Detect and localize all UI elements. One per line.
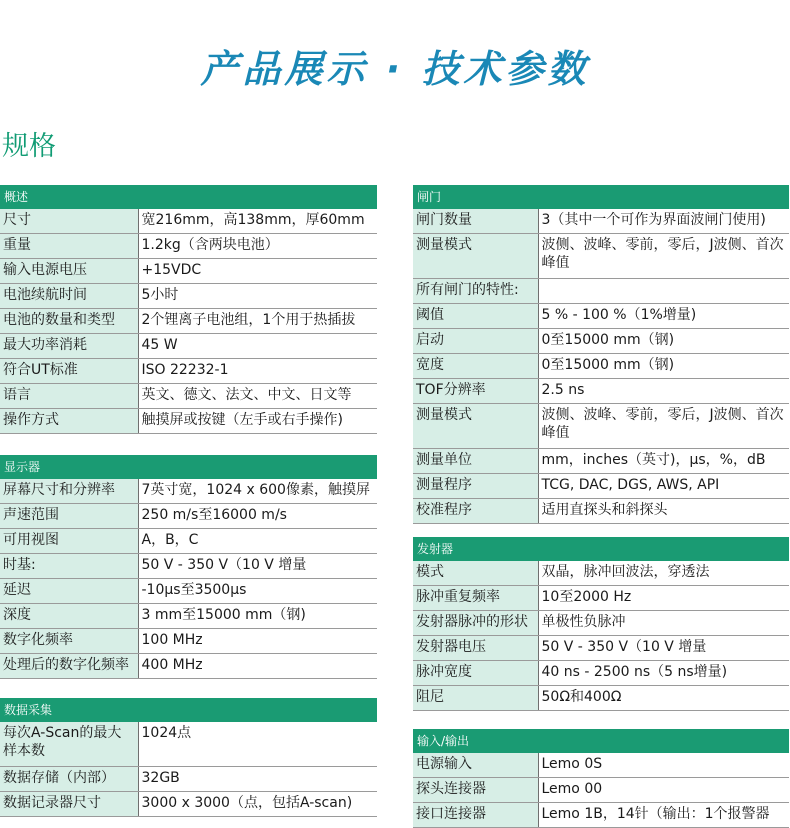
spec-key: 接口连接器 xyxy=(413,803,538,828)
spec-key: 数据记录器尺寸 xyxy=(0,792,138,817)
spec-value: 宽216mm，高138mm，厚60mm xyxy=(138,209,377,234)
spec-key: 测量单位 xyxy=(413,449,538,474)
spec-key: 数字化频率 xyxy=(0,629,138,654)
spec-key: 测量程序 xyxy=(413,474,538,499)
spec-key: 探头连接器 xyxy=(413,778,538,803)
spec-value: 1.2kg（含两块电池） xyxy=(138,234,377,259)
spec-value: 10至2000 Hz xyxy=(538,586,789,611)
spec-value: 双晶，脉冲回波法，穿透法 xyxy=(538,561,789,586)
spec-value: 1024点 xyxy=(138,722,377,767)
spec-key: 深度 xyxy=(0,604,138,629)
spec-value: 波侧、波峰、零前，零后，J波侧、首次峰值 xyxy=(538,404,789,449)
spec-value: 0至15000 mm（钢) xyxy=(538,354,789,379)
spec-key: 发射器脉冲的形状 xyxy=(413,611,538,636)
spec-key: 脉冲宽度 xyxy=(413,661,538,686)
spec-value: +15VDC xyxy=(138,259,377,284)
spec-value: 100 MHz xyxy=(138,629,377,654)
spec-value: 5 % - 100 %（1%增量) xyxy=(538,304,789,329)
spec-value: mm，inches（英寸)，µs，%，dB xyxy=(538,449,789,474)
spec-value: 适用直探头和斜探头 xyxy=(538,499,789,524)
spec-heading: 规格 xyxy=(2,131,56,162)
spec-value: Lemo 0S xyxy=(538,753,789,778)
spec-key: 符合UT标准 xyxy=(0,359,138,384)
spec-value: 3 mm至15000 mm（钢) xyxy=(138,604,377,629)
spec-key: 输入电源电压 xyxy=(0,259,138,284)
section-header: 数据采集 xyxy=(0,698,377,722)
spec-key: 发射器电压 xyxy=(413,636,538,661)
spec-key: 可用视图 xyxy=(0,529,138,554)
section-header: 输入/输出 xyxy=(413,729,789,753)
acquisition-table xyxy=(0,698,377,817)
spec-value: TCG, DAC, DGS, AWS, API xyxy=(538,474,789,499)
spec-key: 屏幕尺寸和分辨率 xyxy=(0,479,138,504)
spec-value: 波侧、波峰、零前，零后，J波侧、首次峰值 xyxy=(538,234,789,279)
display-table xyxy=(0,455,377,679)
spec-value: 45 W xyxy=(138,334,377,359)
spec-key: 处理后的数字化频率 xyxy=(0,654,138,679)
spec-key: 电池的数量和类型 xyxy=(0,309,138,334)
spec-key: 数据存储（内部） xyxy=(0,767,138,792)
spec-value: 50Ω和400Ω xyxy=(538,686,789,711)
spec-value: 250 m/s至16000 m/s xyxy=(138,504,377,529)
spec-key: 测量模式 xyxy=(413,404,538,449)
spec-value: 32GB xyxy=(138,767,377,792)
page-title: 产品展示 · 技术参数 xyxy=(200,47,590,91)
spec-key: 阈值 xyxy=(413,304,538,329)
spec-key: 时基: xyxy=(0,554,138,579)
spec-key: 电源输入 xyxy=(413,753,538,778)
spec-key: 尺寸 xyxy=(0,209,138,234)
spec-value: 3（其中一个可作为界面波闸门使用) xyxy=(538,209,789,234)
section-header: 发射器 xyxy=(413,537,789,561)
spec-key: 声速范围 xyxy=(0,504,138,529)
spec-value: 2.5 ns xyxy=(538,379,789,404)
spec-key: 所有闸门的特性: xyxy=(413,279,538,304)
spec-key: 宽度 xyxy=(413,354,538,379)
spec-key: 语言 xyxy=(0,384,138,409)
spec-value: 50 V - 350 V（10 V 增量 xyxy=(538,636,789,661)
spec-key: 脉冲重复频率 xyxy=(413,586,538,611)
spec-value: 7英寸宽，1024 x 600像素，触摸屏 xyxy=(138,479,377,504)
spec-key: 操作方式 xyxy=(0,409,138,434)
io-table xyxy=(413,729,789,828)
spec-key: 阻尼 xyxy=(413,686,538,711)
spec-value: A，B，C xyxy=(138,529,377,554)
spec-key: 校准程序 xyxy=(413,499,538,524)
spec-value xyxy=(538,279,789,304)
section-header: 闸门 xyxy=(413,185,789,209)
spec-value: 40 ns - 2500 ns（5 ns增量) xyxy=(538,661,789,686)
spec-value: 5小时 xyxy=(138,284,377,309)
overview-table xyxy=(0,185,377,434)
spec-value: 触摸屏或按键（左手或右手操作) xyxy=(138,409,377,434)
spec-key: 延迟 xyxy=(0,579,138,604)
spec-key: 电池续航时间 xyxy=(0,284,138,309)
section-header: 显示器 xyxy=(0,455,377,479)
spec-value: 50 V - 350 V（10 V 增量 xyxy=(138,554,377,579)
spec-value: ISO 22232-1 xyxy=(138,359,377,384)
spec-key: 测量模式 xyxy=(413,234,538,279)
spec-value: 单极性负脉冲 xyxy=(538,611,789,636)
spec-key: 重量 xyxy=(0,234,138,259)
spec-value: -10µs至3500µs xyxy=(138,579,377,604)
spec-value: 英文、德文、法文、中文、日文等 xyxy=(138,384,377,409)
spec-key: 每次A-Scan的最大样本数 xyxy=(0,722,138,767)
spec-value: 0至15000 mm（钢) xyxy=(538,329,789,354)
spec-key: 模式 xyxy=(413,561,538,586)
spec-key: 最大功率消耗 xyxy=(0,334,138,359)
spec-value: 2个锂离子电池组，1个用于热插拔 xyxy=(138,309,377,334)
spec-value: 400 MHz xyxy=(138,654,377,679)
transmitter-table xyxy=(413,537,789,711)
spec-value: Lemo 1B，14针（输出：1个报警器 xyxy=(538,803,789,828)
section-header: 概述 xyxy=(0,185,377,209)
spec-value: 3000 x 3000（点，包括A-scan) xyxy=(138,792,377,817)
spec-key: TOF分辨率 xyxy=(413,379,538,404)
gate-table xyxy=(413,185,789,524)
spec-value: Lemo 00 xyxy=(538,778,789,803)
spec-key: 闸门数量 xyxy=(413,209,538,234)
spec-key: 启动 xyxy=(413,329,538,354)
